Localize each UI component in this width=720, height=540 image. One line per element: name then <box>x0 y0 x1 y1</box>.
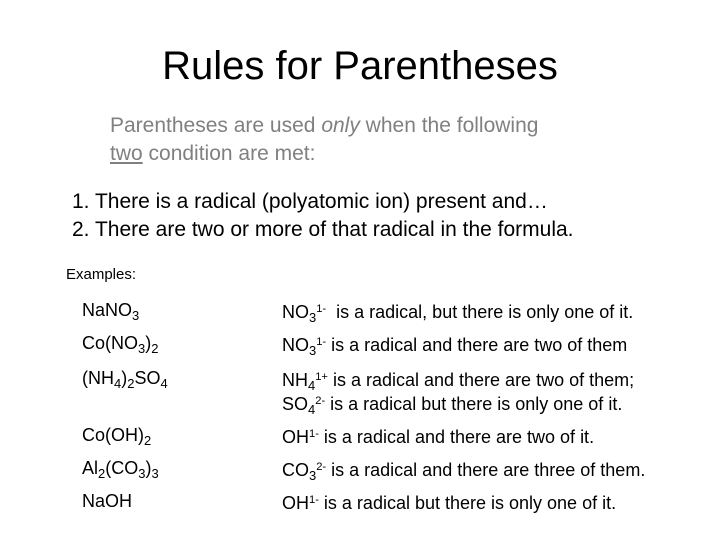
subscript: 3 <box>138 465 146 481</box>
example-formula <box>82 333 158 354</box>
intro-part2: when the following <box>359 114 539 137</box>
slide-title: Rules for Parentheses <box>162 44 558 88</box>
subscript: 4 <box>160 375 168 391</box>
examples-label: Examples: <box>66 266 137 283</box>
example-formula <box>82 458 159 479</box>
example-formula <box>82 491 132 512</box>
ion-charge: 2- <box>315 394 326 407</box>
text-segment: ) <box>121 368 128 388</box>
subscript: 3 <box>151 465 159 481</box>
text-segment: is a radical and there are two of it. <box>318 427 595 447</box>
example-formula <box>82 368 168 389</box>
subscript: 4 <box>114 375 122 391</box>
condition-item: 2. There are two or more of that radical in the formula. <box>72 218 574 241</box>
subscript: 3 <box>309 309 317 325</box>
text-segment: OH <box>282 427 309 447</box>
text-segment: is a radical but there is only one of it. <box>325 394 623 414</box>
subscript: 3 <box>309 467 317 483</box>
intro-emphasis: only <box>321 114 360 137</box>
ion-charge: 1- <box>309 427 319 440</box>
example-explanation <box>282 458 645 482</box>
text-segment: ) <box>145 333 152 353</box>
text-segment: OH <box>282 493 309 513</box>
text-segment: is a radical and there are three of them. <box>326 460 646 480</box>
text-segment: is a radical, but there is only one of it. <box>326 302 634 322</box>
subscript: 3 <box>138 340 146 356</box>
example-explanation-line <box>282 392 634 416</box>
text-segment: is a radical and there are two of them <box>326 335 628 355</box>
intro-underlined: two <box>110 142 143 165</box>
text-segment: ) <box>145 458 152 478</box>
subscript: 2 <box>144 432 152 448</box>
text-segment: (NH <box>82 368 114 388</box>
example-explanation-line <box>282 368 634 392</box>
ion-charge: 1- <box>316 335 327 348</box>
example-explanation <box>282 300 633 324</box>
text-segment: SO <box>134 368 161 388</box>
subscript: 3 <box>132 307 140 323</box>
condition-item: 1. There is a radical (polyatomic ion) present and… <box>72 190 548 213</box>
text-segment: CO <box>282 460 309 480</box>
text-segment: Al <box>82 458 99 478</box>
ion-charge: 1- <box>316 302 327 315</box>
text-segment: Na <box>82 491 106 511</box>
example-explanation <box>282 368 634 416</box>
example-formula <box>82 425 151 446</box>
ion-charge: 2- <box>316 460 327 473</box>
text-segment: Co(NO <box>82 333 139 353</box>
conditions-list <box>72 188 574 244</box>
text-segment: NH <box>282 370 308 390</box>
example-explanation <box>282 491 616 515</box>
text-segment: OH <box>105 491 133 511</box>
text-segment: Na <box>82 300 106 320</box>
text-segment: NO <box>282 335 309 355</box>
subscript: 2 <box>151 340 159 356</box>
ion-charge: 1+ <box>315 370 328 383</box>
text-segment: Co(OH) <box>82 425 144 445</box>
subscript: 4 <box>308 401 316 417</box>
text-segment: is a radical but there is only one of it. <box>318 493 617 513</box>
intro-part1: Parentheses are used <box>110 114 322 137</box>
subscript: 4 <box>308 377 316 393</box>
ion-charge: 1- <box>309 493 319 506</box>
text-segment: NO <box>105 300 133 320</box>
text-segment: is a radical and there are two of them; <box>327 370 635 390</box>
example-explanation <box>282 425 594 449</box>
text-segment: NO <box>282 302 309 322</box>
subscript: 2 <box>98 465 106 481</box>
text-segment: (CO <box>105 458 139 478</box>
subscript: 3 <box>309 342 317 358</box>
text-segment: SO <box>282 394 309 414</box>
example-formula <box>82 300 139 321</box>
subscript: 2 <box>127 375 135 391</box>
example-explanation <box>282 333 627 357</box>
intro-part3: condition are met: <box>142 142 316 165</box>
intro-text <box>110 112 538 168</box>
